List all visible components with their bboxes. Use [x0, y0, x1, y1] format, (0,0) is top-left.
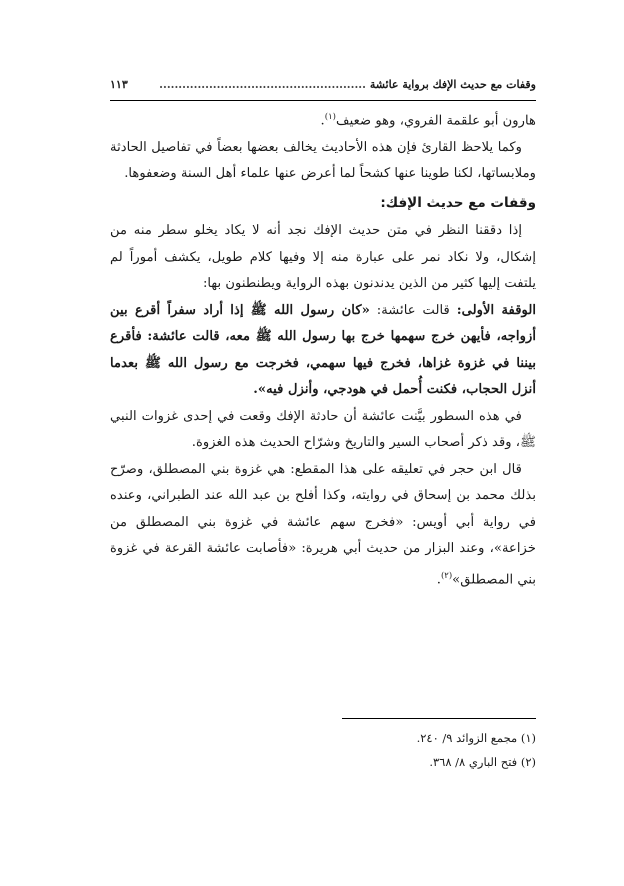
footnote-separator: [342, 718, 536, 719]
paragraph-5: في هذه السطور بيَّنت عائشة أن حادثة الإفك وقعت في إحدى غزوات النبي ﷺ، وقد ذكر أصحاب السير والتاريخ وشرّاح الحديث هذه الغزوة.: [110, 408, 536, 451]
footnote-ref-1: (١): [324, 112, 336, 122]
paragraph-2: وكما يلاحظ القارئ فإن هذه الأحاديث يخالف بعضها بعضاً في تفاصيل الحادثة وملابساتها، لكنا طوينا عنها كشحاً لما أعرض عنها علماء أهل السنة وضعفوها.: [110, 139, 536, 182]
footnote-ref-2: (٢): [440, 570, 453, 581]
paragraph-1-end: .: [320, 113, 325, 129]
running-header: [110, 78, 536, 98]
header-title: وقفات مع حديث الإفك برواية عائشة: [369, 78, 536, 91]
page-number: ١١٣: [110, 78, 128, 91]
section-heading: وقفات مع حديث الإفك:: [380, 194, 536, 211]
footnote-1: (١) مجمع الزوائد ٩/ ٢٤٠.: [416, 731, 536, 745]
first-stop-quote: «كان رسول الله ﷺ إذا أراد سفراً أقرع بين أزواجه، فأيهن خرج سهمها خرج بها رسول الله ﷺ معه، قالت عائشة: فأقرع بيننا في غزوة غزاها، فخرج فيها سهمي، فخرجت مع رسول الله ﷺ بعدما أنزل الحجاب، فكنت أُحمل في هودجي، وأنزل فيه».: [110, 302, 536, 398]
paragraph-1: [110, 104, 536, 135]
first-stop-intro: قالت عائشة:: [369, 302, 457, 318]
header-leader: ......................................................: [159, 78, 366, 91]
paragraph-4: [110, 298, 536, 404]
footnote-2: (٢) فتح الباري ٨/ ٣٦٨.: [429, 755, 536, 769]
footnotes: [110, 726, 536, 774]
page-body: [110, 104, 536, 594]
paragraph-6: [110, 457, 536, 594]
paragraph-3: إذا دققنا النظر في متن حديث الإفك نجد أنه لا يكاد يخلو سطر منه من إشكال، ولا نكاد نمر على عبارة منه إلا وفيها كلام طويل، يكشف أموراً لم يلتفت إليها كثير من الذين يدندنون بهذه الرواية ويطنطنون بها:: [110, 223, 536, 292]
paragraph-6-text: قال ابن حجر في تعليقه على هذا المقطع: هي غزوة بني المصطلق، وصرّح بذلك محمد بن إسحاق في روايته، وكذا أفلح بن عبد الله عند الطبراني، وعنده في رواية أبي أويس: «فخرج سهم عائشة في غزوة بني المصطلق من خزاعة»، وعند البزار من حديث أبي هريرة: «فأصابت عائشة القرعة في غزوة بني المصطلق»: [110, 461, 536, 588]
paragraph-6-end: .: [436, 572, 441, 588]
header-rule: [110, 100, 536, 101]
first-stop-label: الوقفة الأولى:: [456, 302, 537, 318]
paragraph-1-text: هارون أبو علقمة الفروي، وهو ضعيف: [335, 113, 536, 129]
